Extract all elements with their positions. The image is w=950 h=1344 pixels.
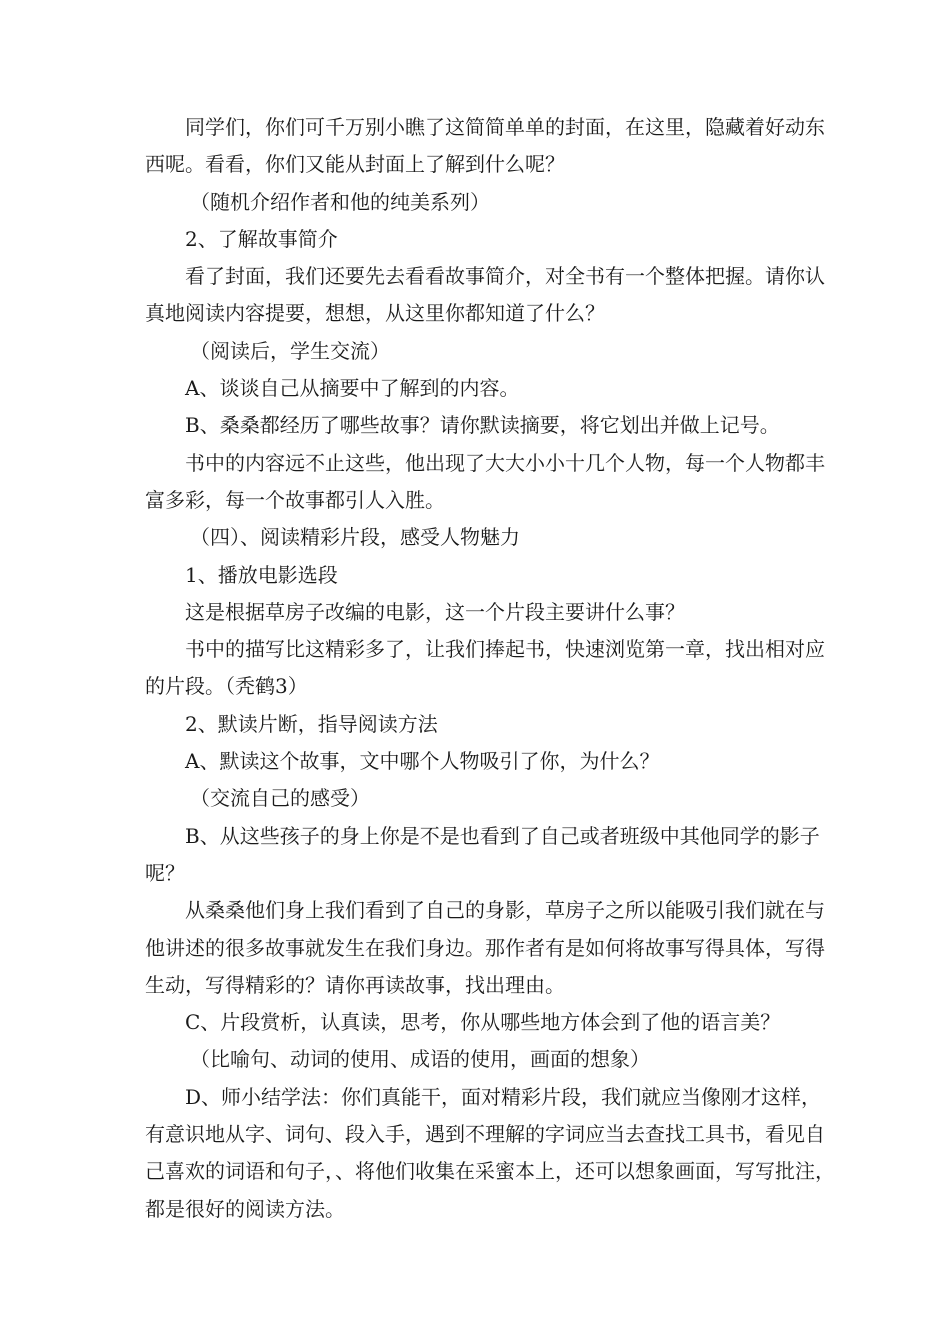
paragraph: C、片段赏析，认真读，思考，你从哪些地方体会到了他的语言美？	[185, 1010, 781, 1035]
paragraph: 从桑桑他们身上我们看到了自己的身影，草房子之所以能吸引我们就在与他讲述的很多故事就发生在我们身边。那作者有是如何将故事写得具体，写得生动，写得精彩的？请你再读故事，找出理由。	[145, 898, 825, 997]
paragraph: 看了封面，我们还要先去看看故事简介，对全书有一个整体把握。请你认真地阅读内容提要，想想，从这里你都知道了什么？	[145, 264, 825, 326]
paragraph: B、桑桑都经历了哪些故事？请你默读摘要，将它划出并做上记号。	[185, 413, 780, 438]
section-heading: （四）、阅读精彩片段，感受人物魅力	[190, 525, 520, 550]
paragraph: D、师小结学法：你们真能干，面对精彩片段，我们就应当像刚才这样，有意识地从字、词句、段入手，遇到不理解的字词应当去查找工具书，看见自己喜欢的词语和句子，、将他们收集在采蜜本上，还可以想象画面，写写批注，都是很好的阅读方法。	[145, 1084, 835, 1221]
paragraph: 书中的描写比这精彩多了，让我们捧起书，快速浏览第一章，找出相对应的片段。（秃鹤3）	[145, 637, 825, 699]
paragraph: 书中的内容远不止这些，他出现了大大小小十几个人物，每一个人物都丰富多彩，每一个故事都引人入胜。	[145, 450, 825, 512]
section-heading: 1、播放电影选段	[185, 562, 338, 587]
paragraph: 同学们，你们可千万别小瞧了这简简单单的封面，在这里，隐藏着好动东西呢。看看，你们又能从封面上了解到什么呢？	[145, 115, 825, 177]
section-heading: 2、默读片断，指导阅读方法	[185, 711, 438, 736]
paragraph: （阅读后，学生交流）	[190, 338, 390, 363]
section-heading: 2、了解故事简介	[185, 226, 338, 251]
paragraph: B、从这些孩子的身上你是不是也看到了自己或者班级中其他同学的影子呢？	[145, 823, 820, 885]
paragraph: A、默读这个故事，文中哪个人物吸引了你，为什么？	[185, 749, 660, 774]
document-body	[145, 109, 835, 1228]
paragraph: （随机介绍作者和他的纯美系列）	[190, 189, 490, 214]
paragraph: A、谈谈自己从摘要中了解到的内容。	[185, 376, 520, 401]
paragraph: （比喻句、动词的使用、成语的使用，画面的想象）	[190, 1047, 650, 1072]
paragraph: 这是根据草房子改编的电影，这一个片段主要讲什么事？	[185, 599, 685, 624]
paragraph: （交流自己的感受）	[190, 786, 370, 811]
